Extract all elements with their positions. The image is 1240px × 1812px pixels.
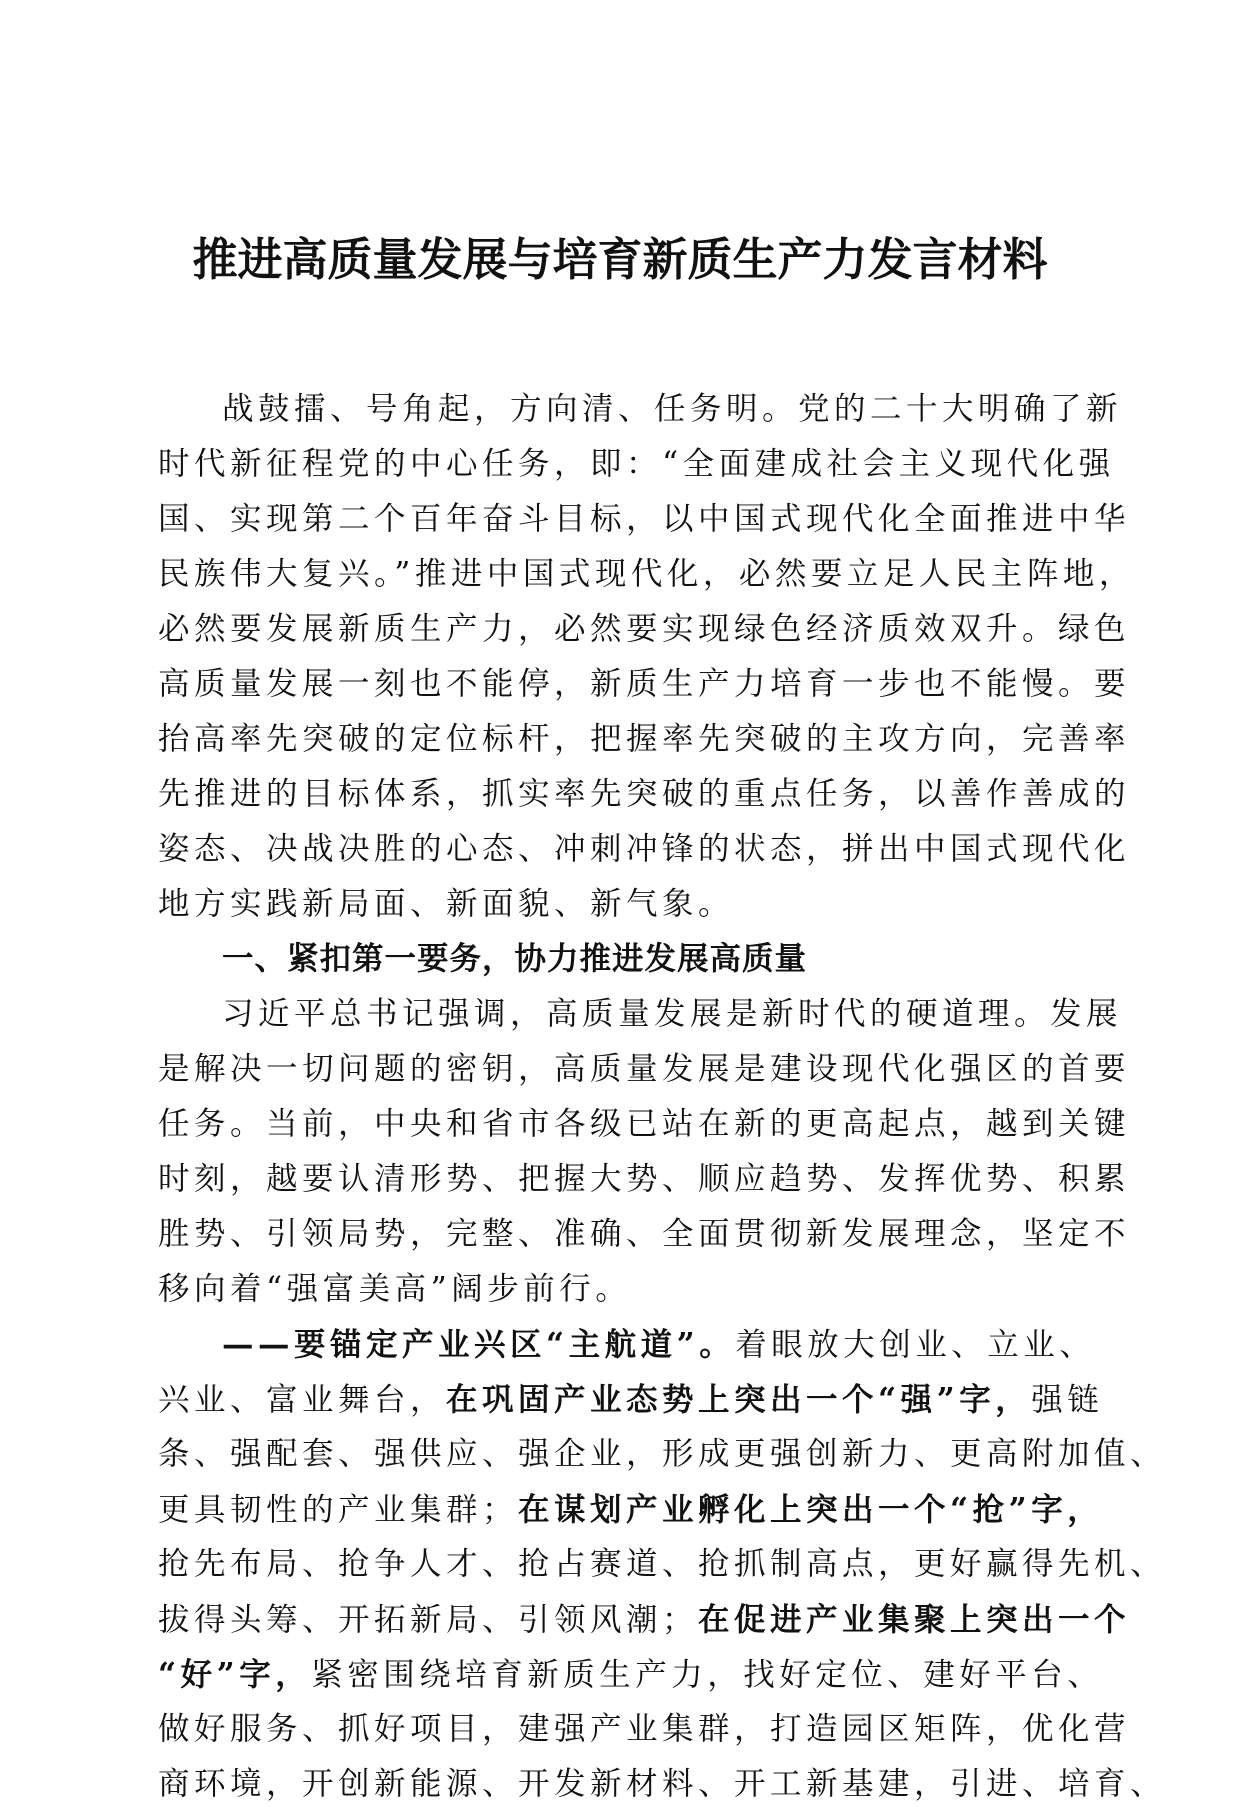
text-line bbox=[158, 492, 1131, 547]
bold-text-segment: ——要锚定产业兴区“主航道”。 bbox=[222, 1326, 736, 1363]
text-segment: 先推进的目标体系，抓实率先突破的重点任务，以善作善成的 bbox=[158, 776, 1131, 812]
bold-text-segment: 在促进产业集聚上突出一个 bbox=[698, 1601, 1131, 1638]
text-segment: 抬高率先突破的定位标杆，把握率先突破的主攻方向，完善率 bbox=[158, 721, 1131, 757]
text-line bbox=[158, 382, 1123, 437]
text-segment: 兴业、富业舞台， bbox=[158, 1382, 447, 1418]
bold-text-segment: 一、紧扣第一要务，协力推进发展高质量 bbox=[222, 941, 808, 977]
text-segment: 移向着“强富美高”阔步前行。 bbox=[158, 1271, 632, 1307]
text-segment: 拔得头筹、开拓新局、引领风潮； bbox=[158, 1602, 699, 1638]
text-segment: 做好服务、抓好项目，建强产业集群，打造园区矩阵，优化营 bbox=[158, 1711, 1131, 1747]
text-segment: 条、强配套、强供应、强企业，形成更强创新力、更高附加值、 bbox=[158, 1436, 1167, 1472]
text-segment: 更具韧性的产业集群； bbox=[158, 1492, 519, 1528]
text-line bbox=[158, 877, 1080, 932]
text-segment: 抢先布局、抢争人才、抢占赛道、抢抓制高点，更好赢得先机、 bbox=[158, 1546, 1167, 1582]
text-segment: 战鼓擂、号角起，方向清、任务明。党的二十大明确了新 bbox=[222, 391, 1123, 427]
section-heading bbox=[158, 932, 1080, 987]
text-segment: 任务。当前，中央和省市各级已站在新的更高起点，越到关键 bbox=[158, 1106, 1131, 1142]
text-segment: 习近平总书记强调，高质量发展是新时代的硬道理。发展 bbox=[222, 996, 1123, 1032]
text-line bbox=[158, 657, 1131, 712]
text-segment: 时代新征程党的中心任务，即：“全面建成社会主义现代化强 bbox=[158, 446, 1115, 482]
text-segment: 高质量发展一刻也不能停，新质生产力培育一步也不能慢。要 bbox=[158, 666, 1131, 702]
text-segment: 必然要发展新质生产力，必然要实现绿色经济质效双升。绿色 bbox=[158, 611, 1131, 647]
text-line bbox=[158, 1427, 1167, 1482]
document-body bbox=[158, 382, 1167, 1812]
text-line bbox=[158, 1592, 1131, 1647]
bold-text-segment: “好”字， bbox=[158, 1656, 312, 1693]
text-line bbox=[158, 822, 1131, 877]
text-line bbox=[158, 1372, 1104, 1427]
document-title: 推进高质量发展与培育新质生产力发言材料 bbox=[192, 233, 1048, 286]
text-line bbox=[158, 437, 1115, 492]
text-line bbox=[158, 1647, 1104, 1702]
text-line bbox=[158, 1757, 1167, 1812]
text-line bbox=[158, 987, 1123, 1042]
text-segment: 地方实践新局面、新面貌、新气象。 bbox=[158, 886, 735, 922]
text-segment: 强链 bbox=[1031, 1382, 1104, 1418]
text-line bbox=[158, 1152, 1131, 1207]
text-line bbox=[158, 1702, 1131, 1757]
text-line bbox=[158, 1482, 1104, 1537]
text-segment: 紧密围绕培育新质生产力，找好定位、建好平台、 bbox=[311, 1657, 1104, 1693]
text-line bbox=[158, 1207, 1131, 1262]
text-line bbox=[158, 1537, 1167, 1592]
text-segment: 商环境，开创新能源、开发新材料、开工新基建，引进、培育、 bbox=[158, 1766, 1167, 1802]
text-line bbox=[158, 1317, 1096, 1372]
text-line bbox=[158, 547, 1135, 602]
text-segment: 姿态、决战决胜的心态、冲刺冲锋的状态，拼出中国式现代化 bbox=[158, 831, 1131, 867]
text-segment: 时刻，越要认清形势、把握大势、顺应趋势、发挥优势、积累 bbox=[158, 1161, 1131, 1197]
text-segment: 国、实现第二个百年奋斗目标，以中国式现代化全面推进中华 bbox=[158, 501, 1131, 537]
text-line bbox=[158, 712, 1131, 767]
text-line bbox=[158, 767, 1131, 822]
text-segment: 着眼放大创业、立业、 bbox=[735, 1327, 1096, 1363]
bold-text-segment: 在巩固产业态势上突出一个“强”字， bbox=[446, 1381, 1032, 1418]
text-line bbox=[158, 602, 1131, 657]
text-segment: 胜势、引领局势，完整、准确、全面贯彻新发展理念，坚定不 bbox=[158, 1216, 1131, 1252]
text-line bbox=[158, 1262, 1080, 1317]
text-segment: 民族伟大复兴。”推进中国式现代化，必然要立足人民主阵地， bbox=[158, 556, 1135, 592]
text-line bbox=[158, 1042, 1131, 1097]
bold-text-segment: 在谋划产业孵化上突出一个“抢”字， bbox=[518, 1491, 1104, 1528]
text-line bbox=[158, 1097, 1131, 1152]
text-segment: 是解决一切问题的密钥，高质量发展是建设现代化强区的首要 bbox=[158, 1051, 1131, 1087]
